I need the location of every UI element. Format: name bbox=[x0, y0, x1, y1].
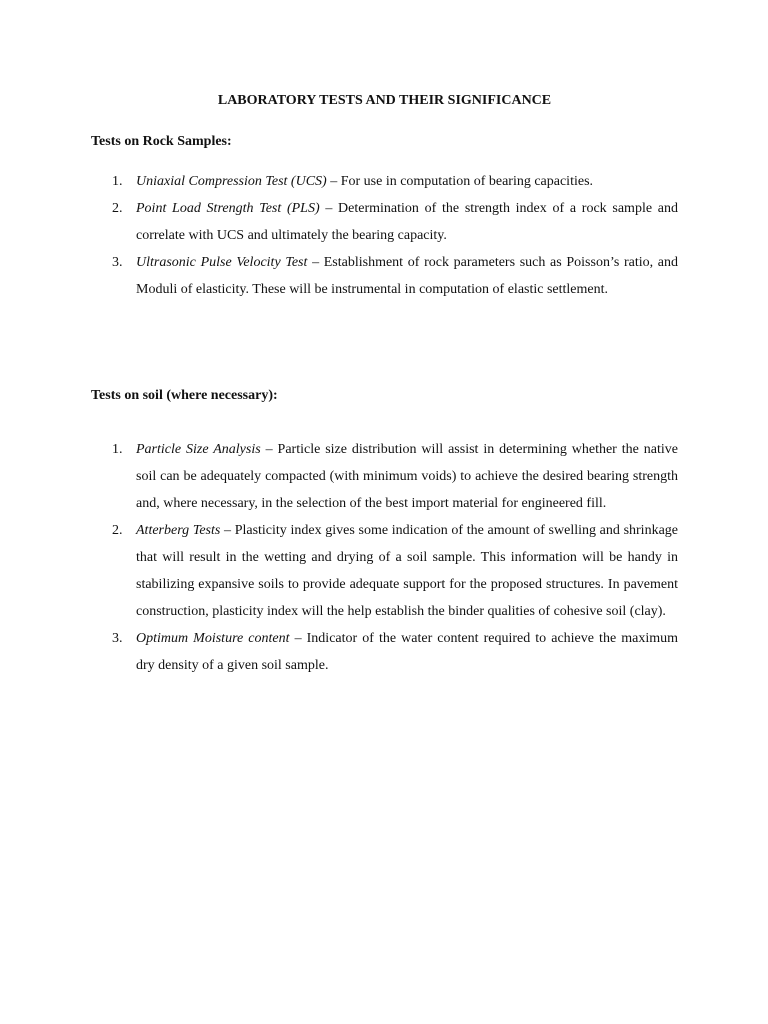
list-item-number: 1. bbox=[112, 442, 123, 457]
test-name: Optimum Moisture content bbox=[136, 631, 290, 646]
list-item-number: 1. bbox=[112, 174, 123, 189]
list-item-number: 3. bbox=[112, 255, 123, 270]
test-description: – For use in computation of bearing capacities. bbox=[326, 174, 594, 189]
test-name: Point Load Strength Test (PLS) bbox=[136, 201, 320, 216]
document-title: LABORATORY TESTS AND THEIR SIGNIFICANCE bbox=[217, 93, 552, 108]
list-item bbox=[91, 625, 678, 679]
test-name: Uniaxial Compression Test (UCS) bbox=[136, 174, 327, 189]
section-heading-rock-tests: Tests on Rock Samples: bbox=[91, 134, 232, 149]
list-item-number: 3. bbox=[112, 631, 123, 646]
test-name: Particle Size Analysis bbox=[136, 442, 261, 457]
test-description: – Particle size distribution will assist in determining whether the native soil can be adequately compacted (with minimum voids) to achieve the desired bearing strength and, where necessary, in the selection of the best import material for engineered fill. bbox=[136, 442, 678, 511]
test-description: – Establishment of rock parameters such as Poisson’s ratio, and Moduli of elasticity. These will be instrumental in computation of elastic settlement. bbox=[136, 255, 679, 297]
list-item-number: 2. bbox=[112, 523, 123, 538]
test-description: – Determination of the strength index of a rock sample and correlate with UCS and ultimately the bearing capacity. bbox=[136, 201, 678, 243]
rock-tests-list bbox=[91, 168, 678, 303]
list-item bbox=[91, 517, 678, 625]
test-name: Atterberg Tests bbox=[136, 523, 221, 538]
test-description: – Plasticity index gives some indication of the amount of swelling and shrinkage that will result in the wetting and drying of a soil sample. This information will be handy in stabilizing expansive soils to provide adequate support for the proposed structures. In pavement construction, plasticity index will the help establish the binder qualities of cohesive soil (clay). bbox=[136, 523, 679, 619]
test-name: Ultrasonic Pulse Velocity Test bbox=[136, 255, 308, 270]
list-item bbox=[91, 436, 678, 517]
list-item bbox=[91, 168, 678, 195]
section-heading-soil-tests: Tests on soil (where necessary): bbox=[91, 388, 278, 403]
list-item bbox=[91, 249, 678, 303]
list-item-number: 2. bbox=[112, 201, 123, 216]
soil-tests-list bbox=[91, 436, 678, 679]
test-description: – Indicator of the water content required to achieve the maximum dry density of a given soil sample. bbox=[136, 631, 678, 673]
list-item bbox=[91, 195, 678, 249]
